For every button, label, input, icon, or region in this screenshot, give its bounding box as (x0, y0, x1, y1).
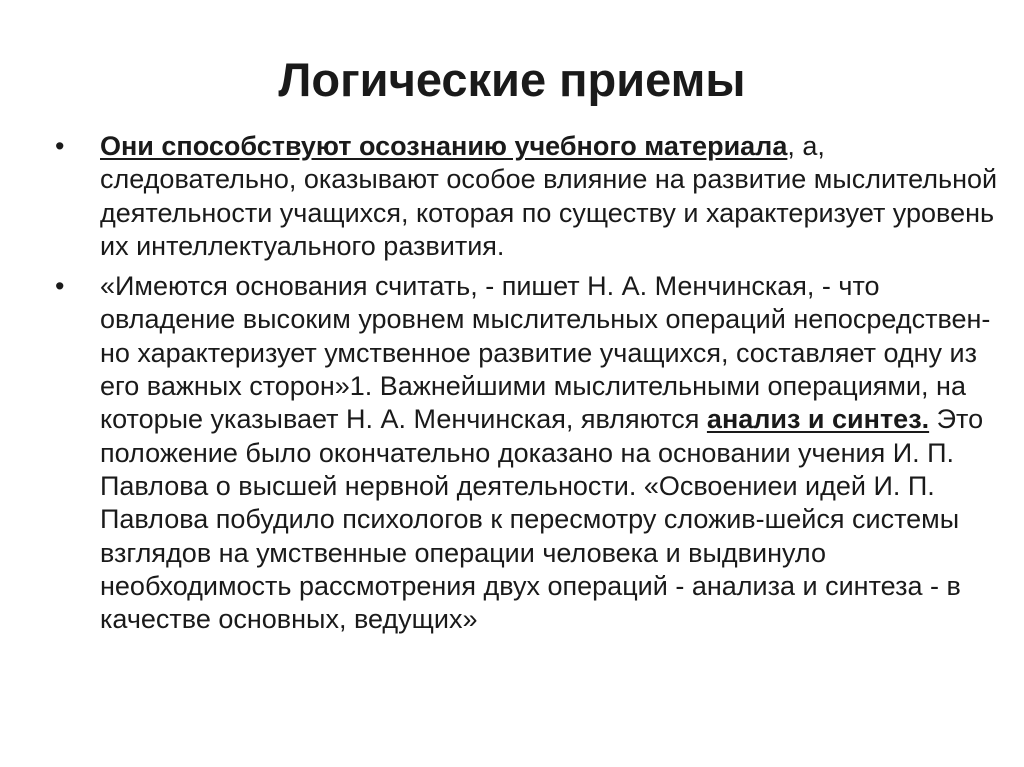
bullet-list (55, 130, 1008, 643)
bullet-1-text: , а, следовательно, оказывают особое влияние на развитие мыслительной деятельности учащихся, которая по существу и характеризует уровень их интеллектуального развития. (100, 131, 998, 261)
bullet-2-emphasis: анализ и синтез. (706, 404, 930, 435)
bullet-item-2 (55, 270, 1008, 636)
bullet-2-text-after: Это положение было окончательно доказано на основании учения И. П. Павлова о высшей нервной деятельности. «Освоениеи идей И. П. Павлова побудило психологов к пересмотру сложив-шейся системы взглядов на умственные операции человека и выдвинуло необходимость рассмотрения двух операций - анализа и синтеза - в качестве основных, ведущих» (100, 404, 984, 635)
bullet-icon: • (55, 131, 65, 161)
bullet-icon: • (55, 271, 65, 302)
bullet-2-text-before: «Имеются основания считать, - пишет Н. А. Менчинская, - что овладение высоким уровнем мыслительных операций непосредствен-но характеризует умственное развитие учащихся, составляет одну из его важных сторон»1. Важнейшими мыслительными операциями, на которые указывает Н. А. Менчинская, являются (100, 271, 991, 435)
slide-title: Логические приемы (278, 53, 746, 106)
bullet-1-emphasis: Они способствуют осознанию учебного материала (100, 131, 788, 161)
bullet-item-1 (55, 130, 1008, 263)
